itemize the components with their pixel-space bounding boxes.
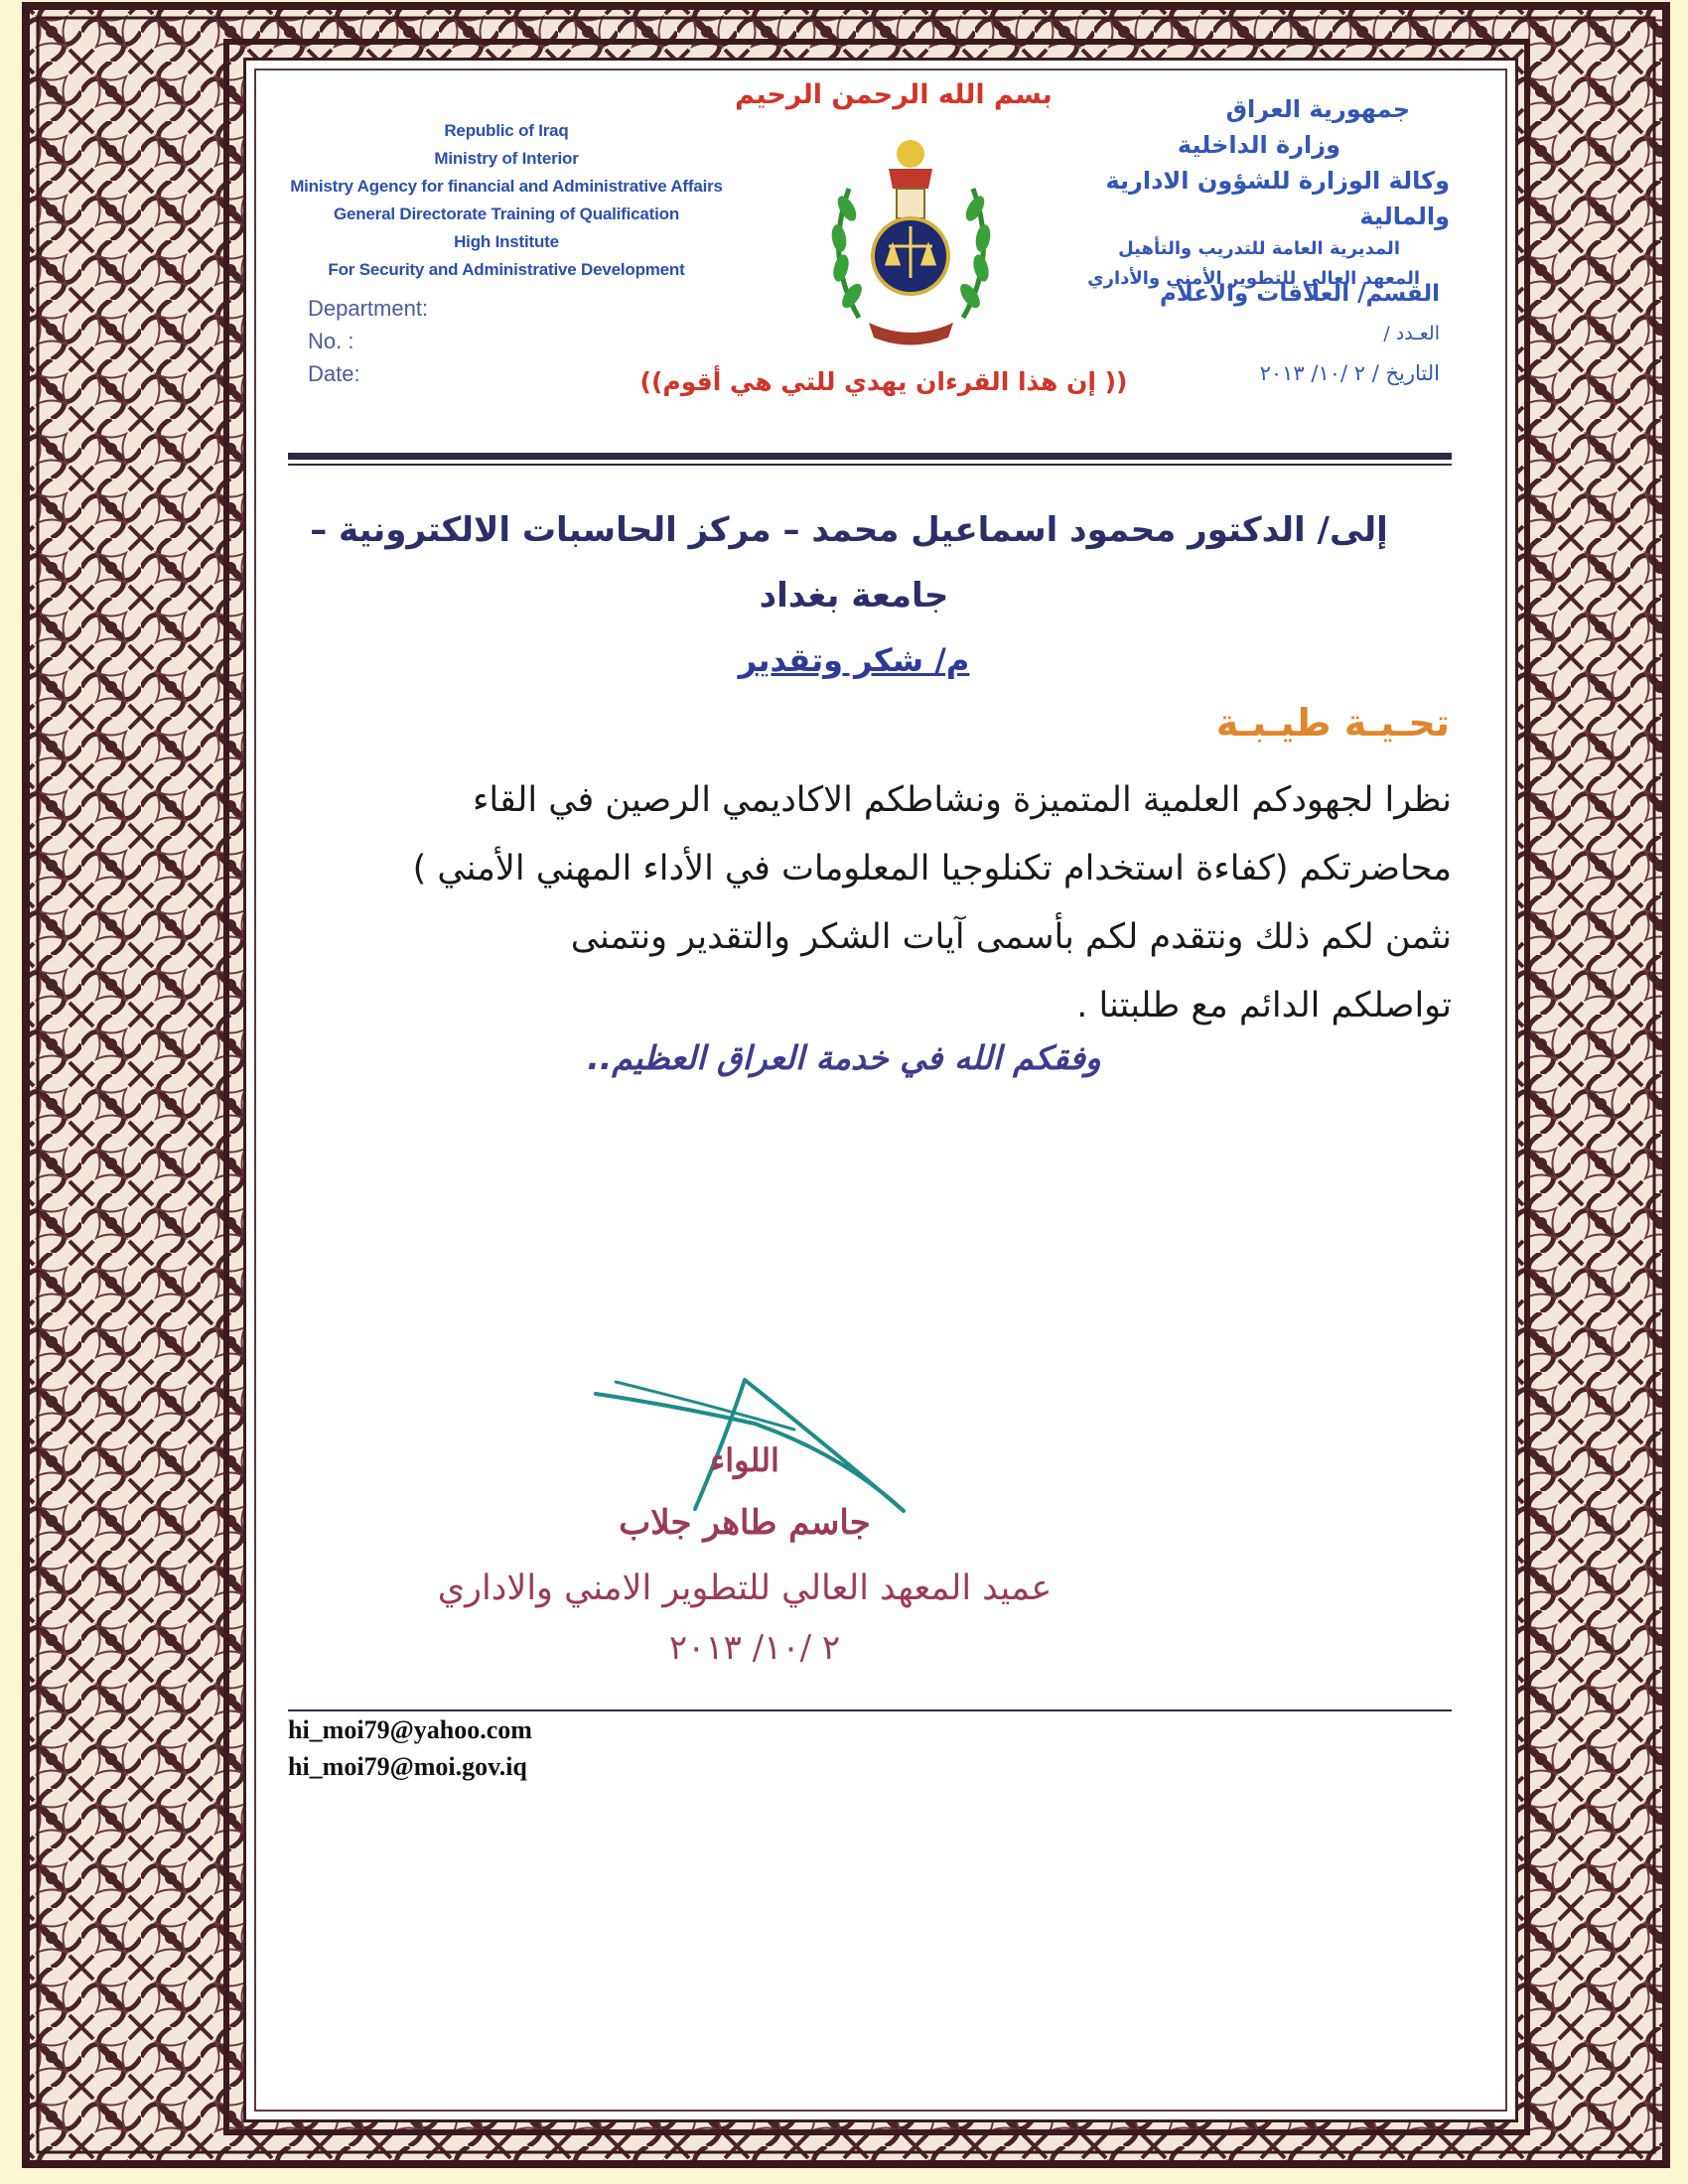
recipient-line1: إلى/ الدكتور محمود اسماعيل محمد – مركز الحاسبات الالكترونية – [310, 510, 1388, 550]
email-yahoo: hi_moi79@yahoo.com [288, 1715, 532, 1744]
date-label: Date: [308, 361, 360, 386]
header-en-line1: Republic of Iraq [444, 121, 569, 140]
email-gov: hi_moi79@moi.gov.iq [288, 1752, 527, 1781]
footer-emails [288, 1711, 784, 1785]
header-en-line6: For Security and Administrative Development [328, 260, 685, 279]
signatory-rank: اللواء [710, 1441, 779, 1479]
header-en-line2: Ministry of Interior [434, 149, 579, 168]
signature-date: ٢ /١٠/ ٢٠١٣ [668, 1628, 841, 1668]
signatory-title: عميد المعهد العالي للتطوير الامني والاداري [437, 1569, 1053, 1608]
body-line1: نظرا لجهودكم العلمية المتميزة ونشاطكم الاكاديمي الرصين في القاء [472, 780, 1452, 820]
recipient-line2: جامعة بغداد [759, 576, 949, 615]
date-ar: التاريخ / ٢ /١٠/ ٢٠١٣ [1259, 361, 1440, 385]
basmala: بسم الله الرحمن الرحيم [735, 79, 1053, 110]
body-line3: نثمن لكم ذلك ونتقدم لكم بأسمى آيات الشكر والتقدير ونتمنى [570, 917, 1452, 957]
header-ar-line5: المعهد العالي للتطوير الأمني والأداري [1087, 268, 1420, 289]
number-ar: العـدد / [1383, 323, 1440, 344]
closing-line: وفقكم الله في خدمة العراق العظيم.. [587, 1038, 1101, 1077]
number-label: No. : [308, 329, 354, 353]
header-ar-line3: وكالة الوزارة للشؤون الادارية والمالية [1105, 167, 1450, 230]
emblem-icon [819, 129, 1003, 352]
signatory-name: جاسم طاهر جلاب [619, 1503, 871, 1543]
header-ar-line1: جمهورية العراق [1225, 95, 1410, 123]
body-line2: محاضرتكم (كفاءة استخدام تكنلوجيا المعلومات في الأداء المهني الأمني ) [412, 849, 1452, 888]
header-ar-line2: وزارة الداخلية [1177, 131, 1340, 159]
header-ar-line4: المديرية العامة للتدريب والتأهيل [1118, 238, 1400, 259]
header-divider-thin [288, 464, 1452, 466]
header-en-line3: Ministry Agency for financial and Administrative Affairs [290, 177, 723, 196]
header-arabic [1013, 91, 1450, 294]
signature-icon [586, 1360, 983, 1519]
body-line4: تواصلكم الدائم مع طلبتنا . [1076, 986, 1452, 1025]
letter-body [288, 766, 1452, 1040]
handwritten-signature [586, 1360, 983, 1519]
header-en-line5: High Institute [454, 232, 559, 251]
greeting: تحـيـة طيـبـة [1215, 701, 1450, 745]
header-divider [288, 453, 1452, 460]
department-label: Department: [308, 296, 429, 321]
header-english [288, 117, 725, 284]
subject-line: م/ شكر وتقدير [738, 641, 970, 679]
meta-english [308, 292, 526, 390]
ministry-emblem [819, 129, 1003, 352]
quran-verse: (( إن هذا القرءان يهدي للتي هي أقوم)) [639, 367, 1128, 396]
department-ar: القسم/ العلاقات والاعلام [1159, 281, 1440, 307]
header-en-line4: General Directorate Training of Qualification [333, 205, 680, 223]
